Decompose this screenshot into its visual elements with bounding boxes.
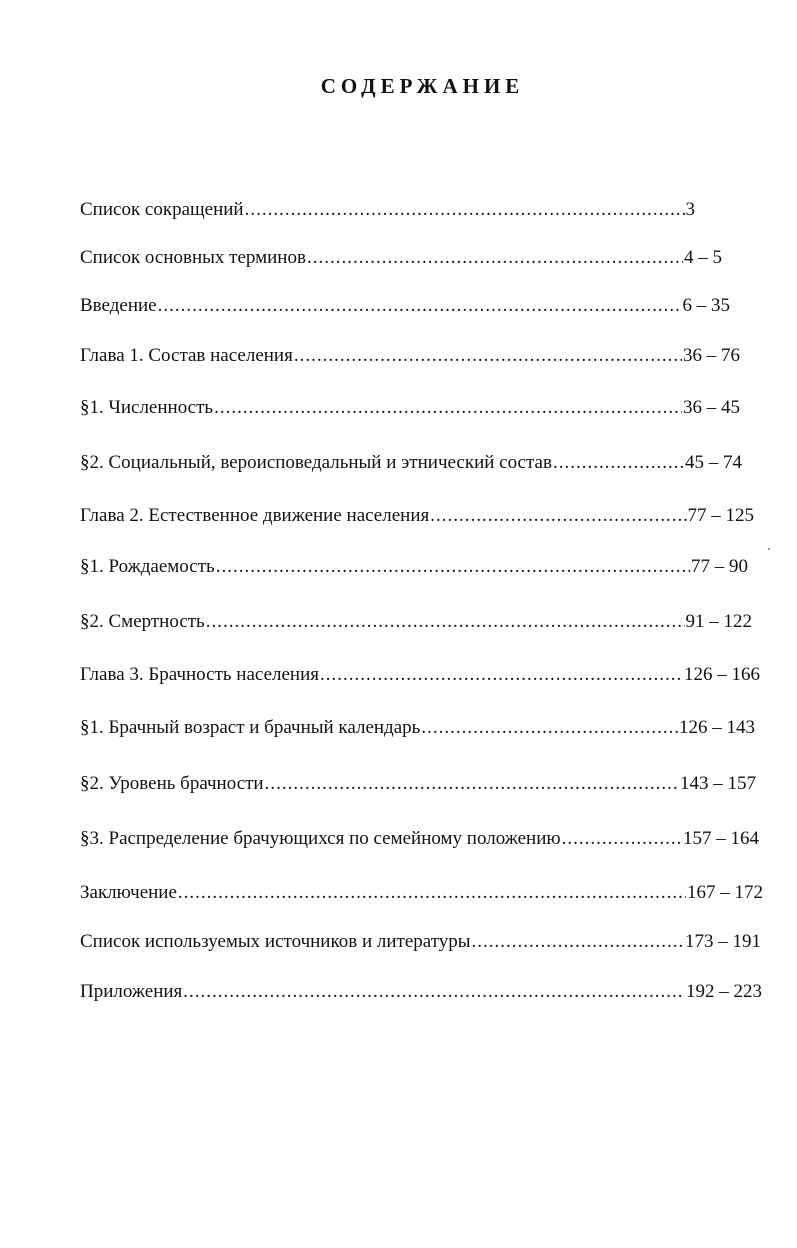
toc-entry-chapter-1 (80, 344, 740, 368)
toc-entry-pages: 91 – 122 (685, 611, 752, 632)
toc-entry-pages: 157 – 164 (683, 828, 759, 849)
toc-entry-appendices (80, 980, 762, 1004)
dot-leader (472, 930, 684, 954)
toc-entry-introduction (80, 294, 730, 318)
toc-entry-3-1 (80, 716, 755, 740)
toc-entry-pages: 173 – 191 (685, 931, 761, 952)
toc-entry-1-2 (80, 451, 742, 475)
toc-entry-pages: 36 – 76 (683, 345, 740, 366)
toc-entry-3-3 (80, 827, 759, 851)
dot-leader (178, 881, 686, 905)
dot-leader (320, 663, 683, 687)
toc-entry-pages: 77 – 125 (687, 505, 754, 526)
toc-entry-2-2 (80, 610, 752, 634)
toc-entry-label: §1. Численность (80, 397, 214, 418)
dot-leader (245, 198, 685, 222)
toc-entry-2-1 (80, 555, 748, 579)
toc-entry-pages: 167 – 172 (687, 882, 763, 903)
toc-entry-label: §1. Брачный возраст и брачный календарь (80, 717, 421, 738)
toc-entry-1-1 (80, 396, 740, 420)
toc-entry-pages: 126 – 166 (684, 664, 760, 685)
dot-leader (307, 246, 683, 270)
toc-entry-label: §2. Смертность (80, 611, 205, 632)
dot-leader (294, 344, 682, 368)
toc-entry-pages: 192 – 223 (686, 981, 762, 1002)
toc-entry-label: Список используемых источников и литературы (80, 931, 471, 952)
toc-entry-terms (80, 246, 722, 270)
toc-entry-pages: 126 – 143 (679, 717, 755, 738)
toc-entry-pages: 6 – 35 (682, 295, 730, 316)
dot-leader (158, 294, 682, 318)
toc-entry-conclusion (80, 881, 763, 905)
toc-entry-label: Список основных терминов (80, 247, 306, 268)
toc-entry-label: Введение (80, 295, 157, 316)
toc-entry-abbreviations (80, 198, 695, 222)
toc-entry-label: Глава 2. Естественное движение населения (80, 505, 430, 526)
dot-leader (216, 555, 690, 579)
dot-leader (183, 980, 685, 1004)
toc-entry-3-2 (80, 772, 756, 796)
scan-speck (768, 548, 770, 550)
dot-leader (421, 716, 678, 740)
toc-entry-chapter-2 (80, 504, 754, 528)
toc-entry-pages: 143 – 157 (680, 773, 756, 794)
toc-entry-label: Глава 1. Состав населения (80, 345, 293, 366)
toc-entry-label: §3. Распределение брачующихся по семейному положению (80, 828, 561, 849)
dot-leader (265, 772, 679, 796)
toc-entry-label: Список сокращений (80, 199, 244, 220)
toc-entry-chapter-3 (80, 663, 760, 687)
toc-entry-label: Глава 3. Брачность населения (80, 664, 319, 685)
dot-leader (430, 504, 686, 528)
toc-entry-sources (80, 930, 761, 954)
toc-entry-label: Заключение (80, 882, 177, 903)
dot-leader (206, 610, 685, 634)
dot-leader (562, 827, 682, 851)
dot-leader (214, 396, 682, 420)
page-title: СОДЕРЖАНИЕ (320, 74, 525, 98)
toc-entry-label: §2. Уровень брачности (80, 773, 264, 794)
toc-entry-pages: 77 – 90 (691, 556, 748, 577)
toc-entry-pages: 3 (685, 199, 695, 220)
toc-entry-pages: 4 – 5 (684, 247, 722, 268)
toc-entry-pages: 36 – 45 (683, 397, 740, 418)
toc-entry-label: §2. Социальный, вероисповедальный и этнический состав (80, 452, 552, 473)
toc-entry-label: §1. Рождаемость (80, 556, 215, 577)
toc-entry-pages: 45 – 74 (685, 452, 742, 473)
dot-leader (553, 451, 684, 475)
toc-entry-label: Приложения (80, 981, 183, 1002)
